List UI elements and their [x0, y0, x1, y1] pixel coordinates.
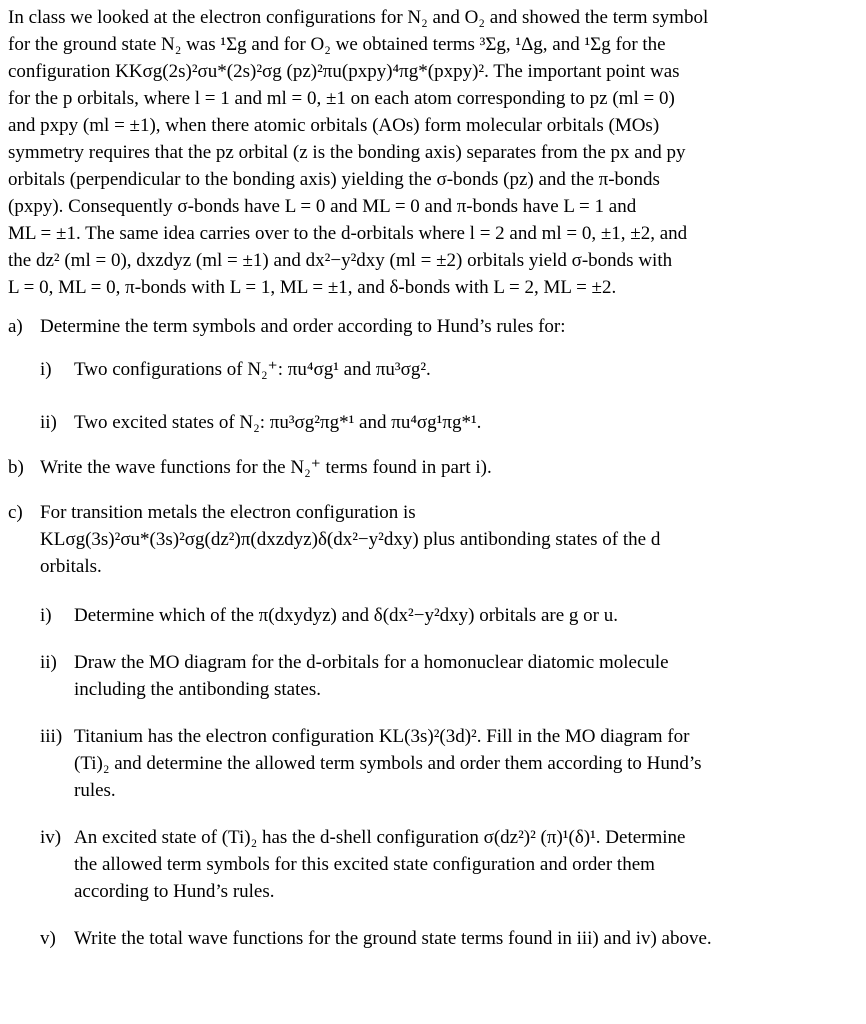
question-c-text: [40, 499, 842, 580]
question-a-i-label: i): [40, 359, 52, 380]
question-c-iii-text: [74, 723, 842, 804]
question-a-label: a): [8, 316, 23, 337]
intro-line: symmetry requires that the pz orbital (z is the bonding axis) separates from the px and py: [8, 142, 686, 163]
question-c-iv-line: the allowed term symbols for this excited state configuration and order them: [74, 854, 655, 875]
question-c-iii-label: iii): [40, 726, 63, 747]
question-c-ii: [8, 649, 842, 703]
intro-line: orbitals (perpendicular to the bonding axis) yielding the σ-bonds (pz) and the π-bonds: [8, 169, 660, 190]
question-c-ii-line: Draw the MO diagram for the d-orbitals for a homonuclear diatomic molecule: [74, 652, 669, 673]
question-c-label: c): [8, 502, 23, 523]
question-c-iv-line: An excited state of (Ti)₂ has the d-shell configuration σ(dz²)² (π)¹(δ)¹. Determine: [74, 827, 686, 848]
question-c-v-label: v): [40, 928, 56, 949]
question-c-iv-line: according to Hund’s rules.: [74, 881, 275, 902]
intro-line: the dz² (ml = 0), dxzdyz (ml = ±1) and dx²−y²dxy (ml = ±2) orbitals yield σ-bonds with: [8, 250, 673, 271]
intro-line: and pxpy (ml = ±1), when there atomic orbitals (AOs) form molecular orbitals (MOs): [8, 115, 660, 136]
question-c-iii: [8, 723, 842, 804]
intro-line: (pxpy). Consequently σ-bonds have L = 0 and ML = 0 and π-bonds have L = 1 and: [8, 196, 637, 217]
intro-line: ML = ±1. The same idea carries over to the d-orbitals where l = 2 and ml = 0, ±1, ±2, and: [8, 223, 688, 244]
question-c-line: orbitals.: [40, 556, 102, 577]
question-c-iii-line: rules.: [74, 780, 116, 801]
question-c-iii-line: (Ti)₂ and determine the allowed term symbols and order them according to Hund’s: [74, 753, 702, 774]
question-b-label: b): [8, 457, 24, 478]
question-c-iii-line: Titanium has the electron configuration KL(3s)²(3d)². Fill in the MO diagram for: [74, 726, 690, 747]
question-c-i-text: Determine which of the π(dxydyz) and δ(dx²−y²dxy) orbitals are g or u.: [74, 605, 618, 626]
question-a-ii-text: Two excited states of N₂: πu³σg²πg*¹ and πu⁴σg¹πg*¹.: [74, 412, 482, 433]
question-a-ii: [8, 409, 842, 436]
question-c-v-text: Write the total wave functions for the ground state terms found in iii) and iv) above.: [74, 928, 712, 949]
question-a-i-text: Two configurations of N₂⁺: πu⁴σg¹ and πu³σg².: [74, 359, 431, 380]
question-c-v: [8, 925, 842, 952]
question-a-text: Determine the term symbols and order according to Hund’s rules for:: [40, 316, 566, 337]
question-c-iv: [8, 824, 842, 905]
question-c-line: For transition metals the electron configuration is: [40, 502, 416, 523]
question-c-iv-label: iv): [40, 827, 62, 848]
question-b: [8, 454, 842, 481]
question-c-ii-text: [74, 649, 842, 703]
question-a-i: [8, 356, 842, 383]
question-c-i: [8, 602, 842, 629]
intro-line: for the p orbitals, where l = 1 and ml = 0, ±1 on each atom corresponding to pz (ml = 0): [8, 88, 675, 109]
question-b-text: Write the wave functions for the N₂⁺ terms found in part i).: [40, 457, 492, 478]
question-c-ii-label: ii): [40, 652, 57, 673]
intro-line: configuration KKσg(2s)²σu*(2s)²σg (pz)²πu(pxpy)⁴πg*(pxpy)². The important point was: [8, 61, 680, 82]
question-a-ii-label: ii): [40, 412, 57, 433]
intro-line: In class we looked at the electron configurations for N₂ and O₂ and showed the term symbol: [8, 7, 709, 28]
intro-line: L = 0, ML = 0, π-bonds with L = 1, ML = ±1, and δ-bonds with L = 2, ML = ±2.: [8, 277, 617, 298]
question-c-line: KLσg(3s)²σu*(3s)²σg(dz²)π(dxzdyz)δ(dx²−y²dxy) plus antibonding states of the d: [40, 529, 661, 550]
question-c: [8, 499, 842, 580]
intro-line: for the ground state N₂ was ¹Σg and for O₂ we obtained terms ³Σg, ¹Δg, and ¹Σg for the: [8, 34, 666, 55]
question-c-i-label: i): [40, 605, 52, 626]
question-c-ii-line: including the antibonding states.: [74, 679, 321, 700]
intro-paragraph: [8, 4, 842, 301]
question-a: [8, 313, 842, 340]
question-c-iv-text: [74, 824, 842, 905]
